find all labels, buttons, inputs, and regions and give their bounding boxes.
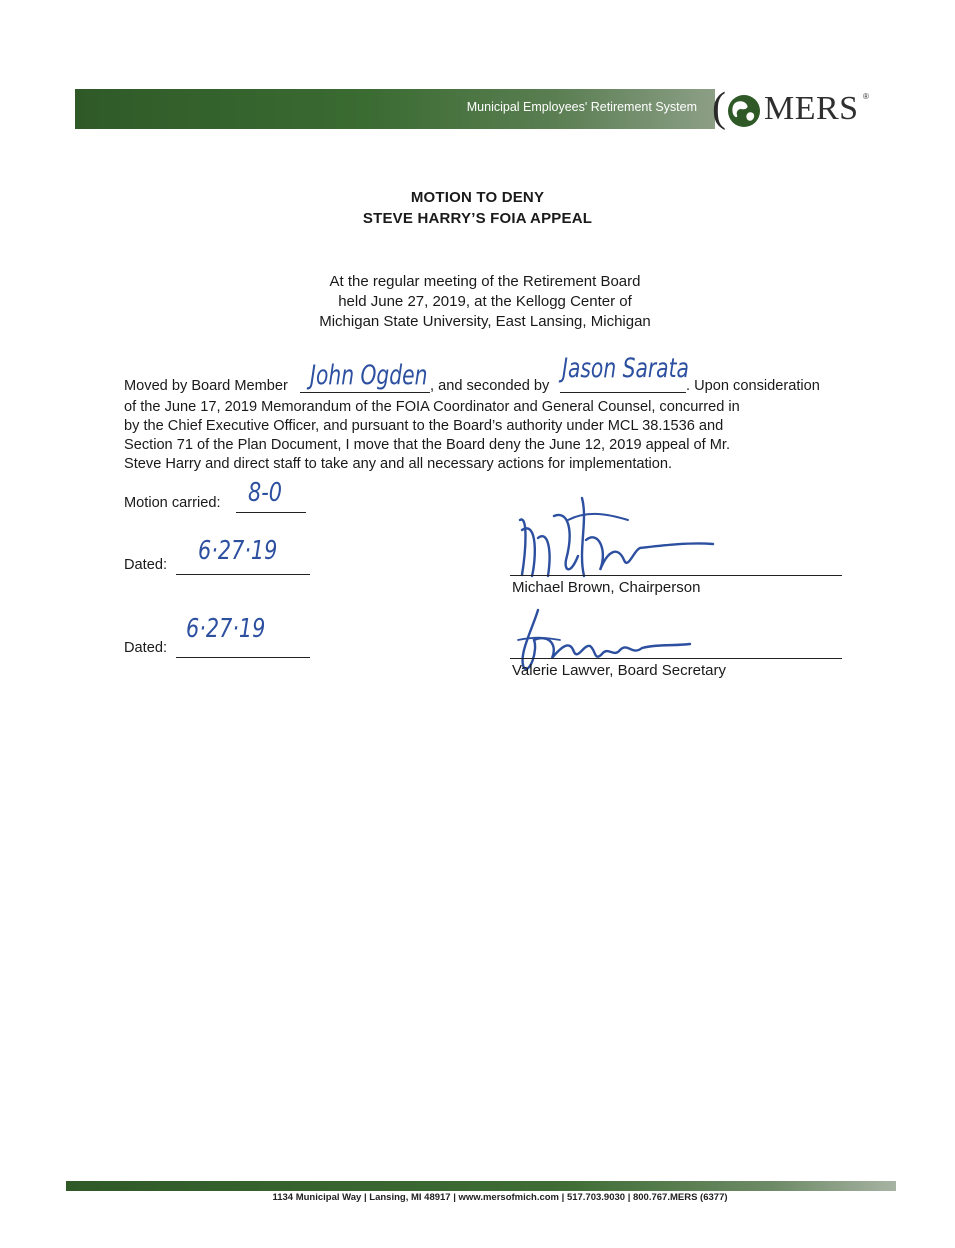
intro-line-2: held June 27, 2019, at the Kellogg Center of [338,293,632,310]
motion-carried-value: 8-0 [248,478,282,508]
secretary-signature-line [510,658,842,659]
para-line-3: Section 71 of the Plan Document, I move that the Board deny the June 12, 2019 appeal of Mr. [124,437,731,453]
secretary-caption: Valerie Lawver, Board Secretary [512,662,726,679]
title-line-1: MOTION TO DENY [410,189,545,206]
para-line-2: by the Chief Executive Officer, and pursuant to the Board’s authority under MCL 38.1536 and [124,418,724,434]
header-band [75,89,715,129]
para-line-4: Steve Harry and direct staff to take any and all necessary actions for implementation. [124,456,673,472]
motion-carried-label: Motion carried: [124,495,221,511]
moved-by-handwritten: John Ogden [310,360,428,391]
logo-text: MERS [764,90,859,127]
footer-band [66,1181,896,1191]
title-line-2: STEVE HARRY’S FOIA APPEAL [362,210,593,227]
intro-block [0,272,955,332]
logo-left-paren: ( [712,85,726,131]
globe-icon [727,94,761,128]
intro-line-3: Michigan State University, East Lansing, Michigan [319,313,651,330]
upon-consideration: . Upon consideration [686,378,820,394]
chairperson-signature-line [510,575,842,576]
dated-label-2: Dated: [124,640,167,656]
logo-registered-mark: ® [863,92,869,101]
para-line-1: of the June 17, 2019 Memorandum of the FOIA Coordinator and General Counsel, concurred in [124,399,740,415]
motion-paragraph [124,398,842,474]
intro-line-1: At the regular meeting of the Retirement Board [329,273,641,290]
dated-value-2: 6·27·19 [186,614,266,644]
dated-label-1: Dated: [124,557,167,573]
mers-logo [712,85,877,132]
moved-prefix: Moved by Board Member [124,378,288,394]
header-tagline: Municipal Employees' Retirement System [466,100,697,114]
seconded-by-handwritten: Jason Sarata [562,353,689,384]
seconded-prefix: , and seconded by [430,378,550,394]
footer-address: 1134 Municipal Way | Lansing, MI 48917 | www.mersofmich.com | 517.703.9030 | 800.767.MERS (6377) [272,1192,728,1203]
dated-value-1: 6·27·19 [198,536,278,566]
chairperson-caption: Michael Brown, Chairperson [512,579,701,596]
